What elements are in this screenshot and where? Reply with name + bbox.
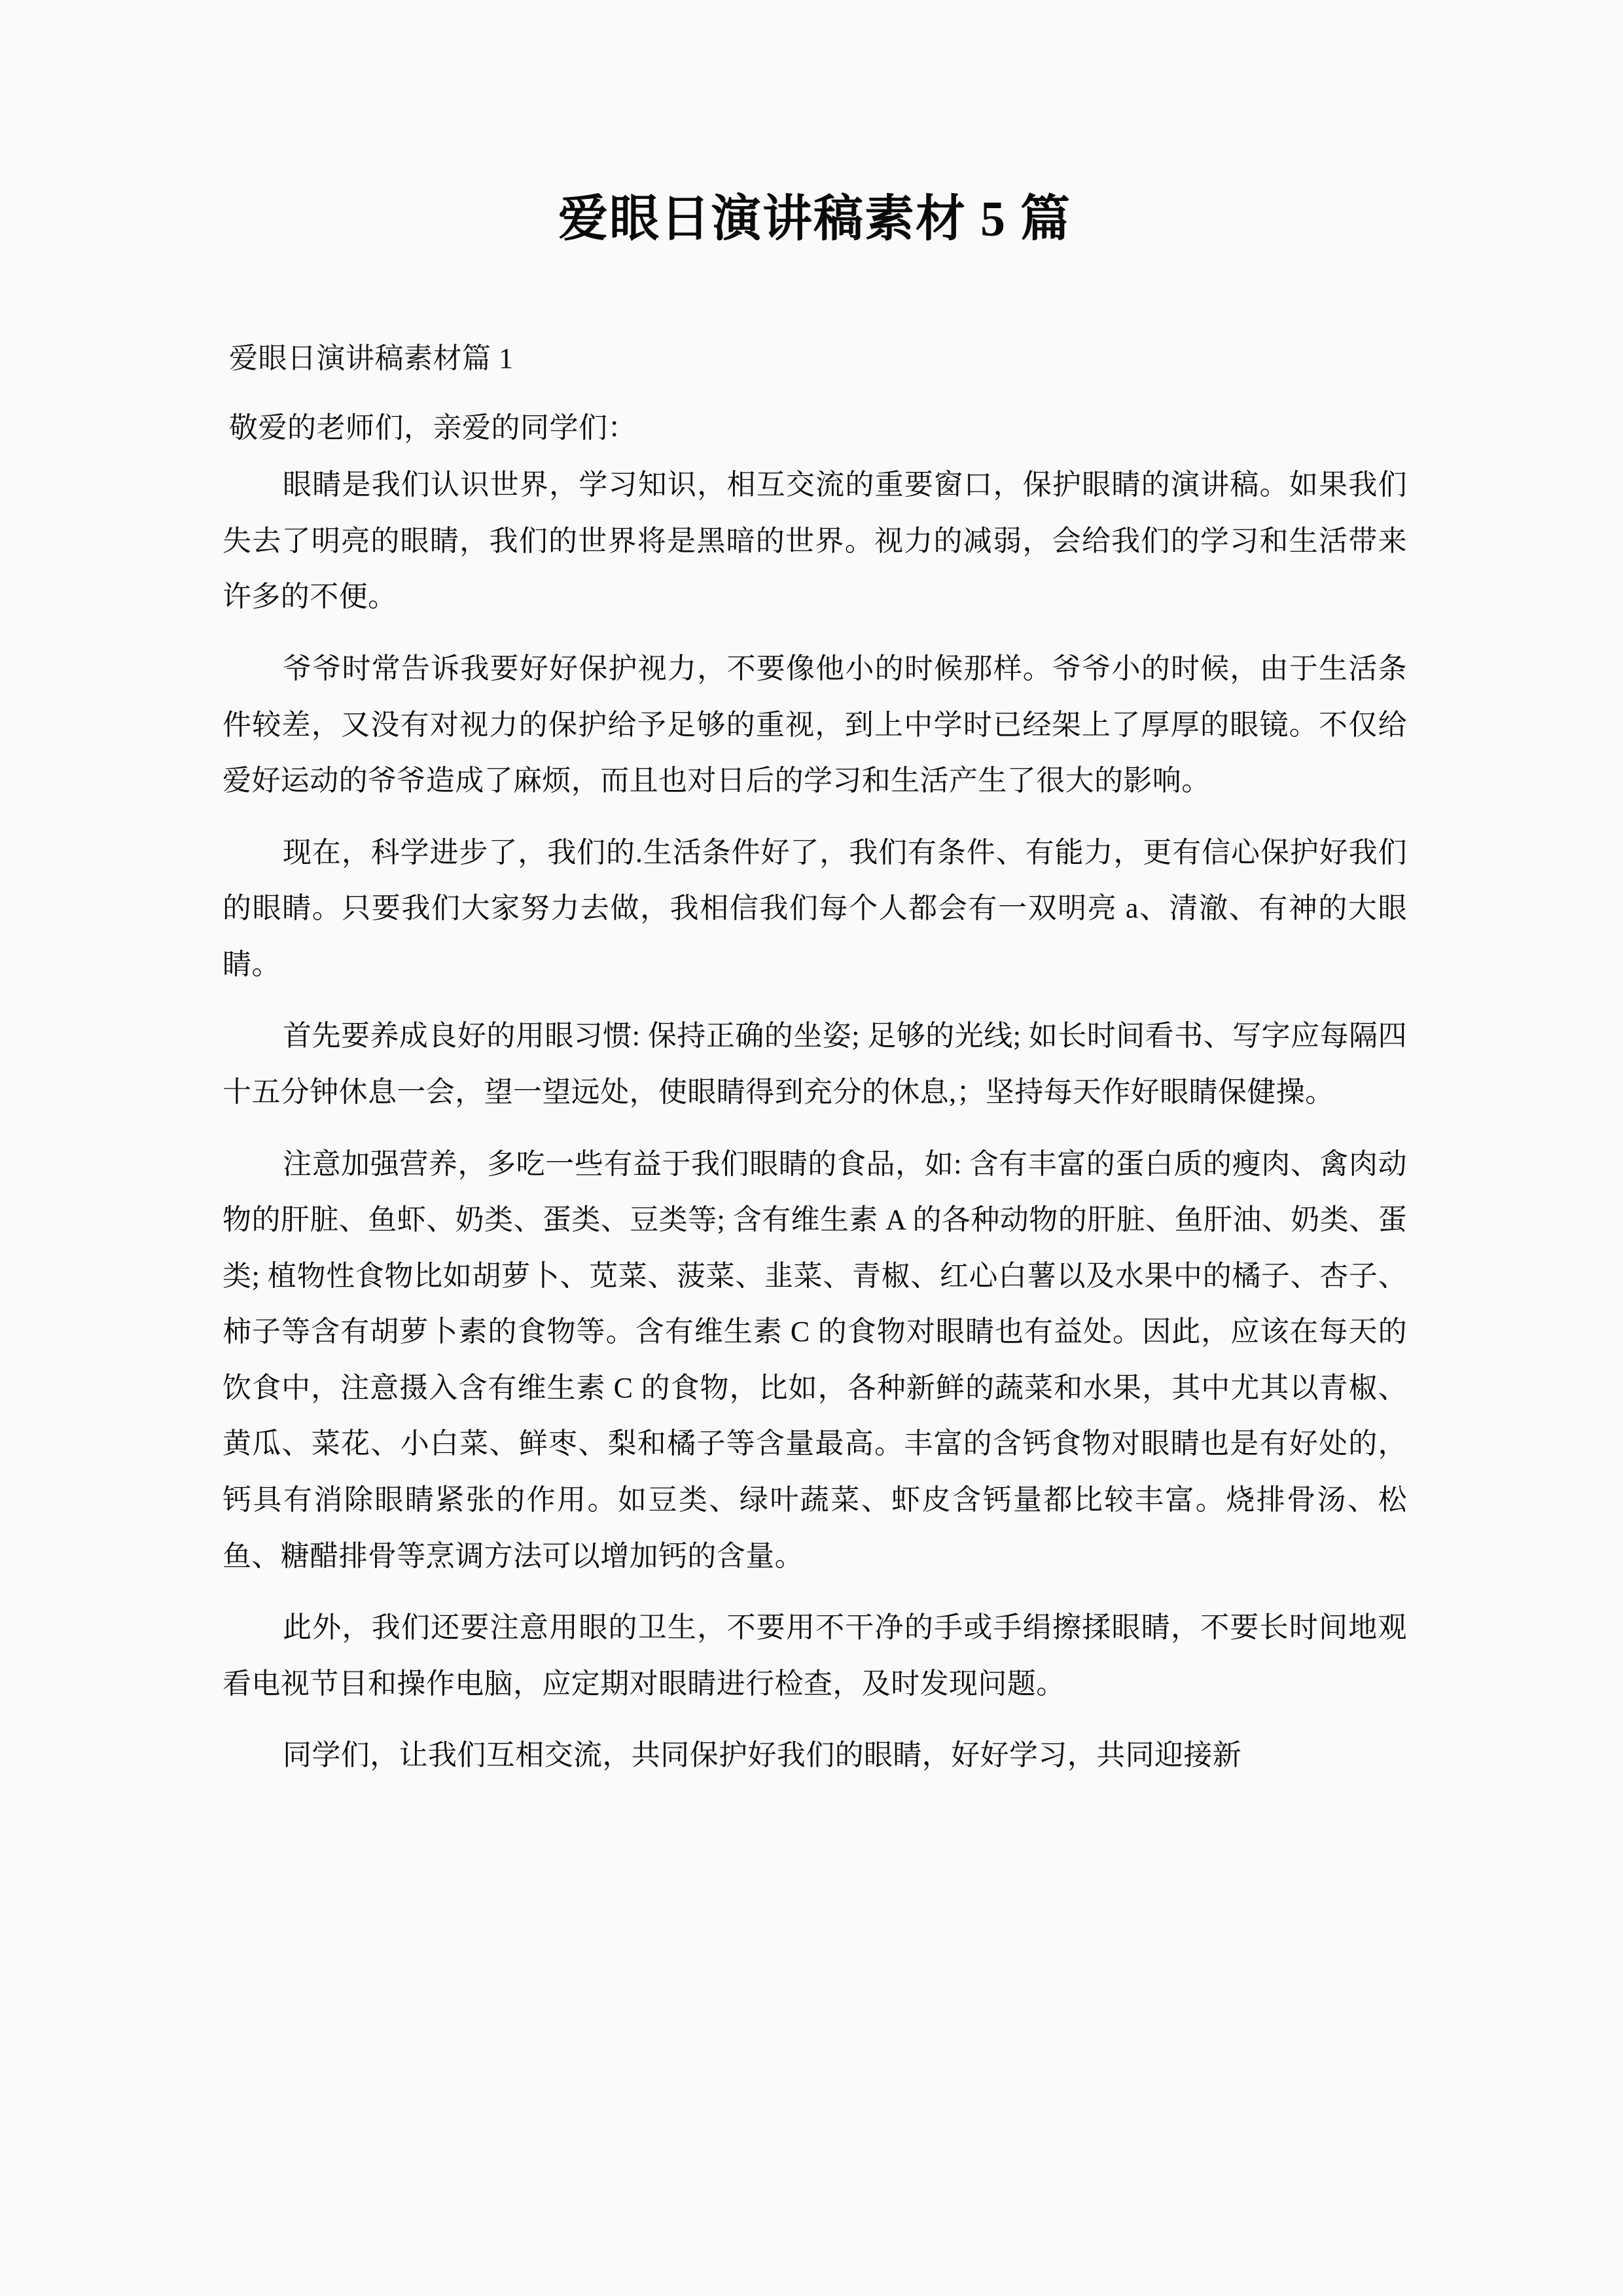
body-paragraph: 首先要养成良好的用眼习惯: 保持正确的坐姿; 足够的光线; 如长时间看书、写字应每隔四十五分钟休息一会，望一望远处，使眼睛得到充分的休息,；坚持每天作好眼睛保健操。 [223, 1020, 1407, 1108]
body-paragraph: 眼睛是我们认识世界，学习知识，相互交流的重要窗口，保护眼睛的演讲稿。如果我们失去了明亮的眼睛，我们的世界将是黑暗的世界。视力的减弱，会给我们的学习和生活带来许多的不便。 [223, 469, 1407, 613]
body-paragraph: 现在，科学进步了，我们的.生活条件好了，我们有条件、有能力，更有信心保护好我们的眼睛。只要我们大家努力去做，我相信我们每个人都会有一双明亮 a、清澈、有神的大眼睛。 [223, 836, 1407, 980]
body-paragraph: 爷爷时常告诉我要好好保护视力，不要像他小的时候那样。爷爷小的时候，由于生活条件较差，又没有对视力的保护给予足够的重视，到上中学时已经架上了厚厚的眼镜。不仅给爱好运动的爷爷造成了麻烦，而且也对日后的学习和生活产生了很大的影响。 [223, 652, 1407, 797]
body-paragraph-truncated: 同学们，让我们互相交流，共同保护好我们的眼睛，好好学习，共同迎接新 [283, 1739, 1242, 1772]
body-paragraph: 此外，我们还要注意用眼的卫生，不要用不干净的手或手绢擦揉眼睛，不要长时间地观看电视节目和操作电脑，应定期对眼睛进行检查，及时发现问题。 [223, 1611, 1407, 1700]
document-content [223, 0, 1407, 1784]
salutation-line: 敬爱的老师们，亲爱的同学们： [229, 412, 637, 444]
page-title: 爱眼日演讲稿素材 5 篇 [558, 192, 1071, 247]
section-heading: 爱眼日演讲稿素材篇 1 [229, 342, 514, 375]
body-paragraph: 注意加强营养，多吃一些有益于我们眼睛的食品，如: 含有丰富的蛋白质的瘦肉、禽肉动物的肝脏、鱼虾、奶类、蛋类、豆类等; 含有维生素 A 的各种动物的肝脏、鱼肝油、奶类、蛋类; 植物性食物比如胡萝卜、苋菜、菠菜、韭菜、青椒、红心白薯以及水果中的橘子、杏子、柿子等含有胡萝卜素的食物等。含有维生素 C 的食物对眼睛也有益处。因此，应该在每天的饮食中，注意摄入含有维生素 C 的食物，比如，各种新鲜的蔬菜和水果，其中尤其以青椒、黄瓜、菜花、小白菜、鲜枣、梨和橘子等含量最高。丰富的含钙食物对眼睛也是有好处的，钙具有消除眼睛紧张的作用。如豆类、绿叶蔬菜、虾皮含钙量都比较丰富。烧排骨汤、松鱼、糖醋排骨等烹调方法可以增加钙的含量。 [223, 1147, 1407, 1572]
